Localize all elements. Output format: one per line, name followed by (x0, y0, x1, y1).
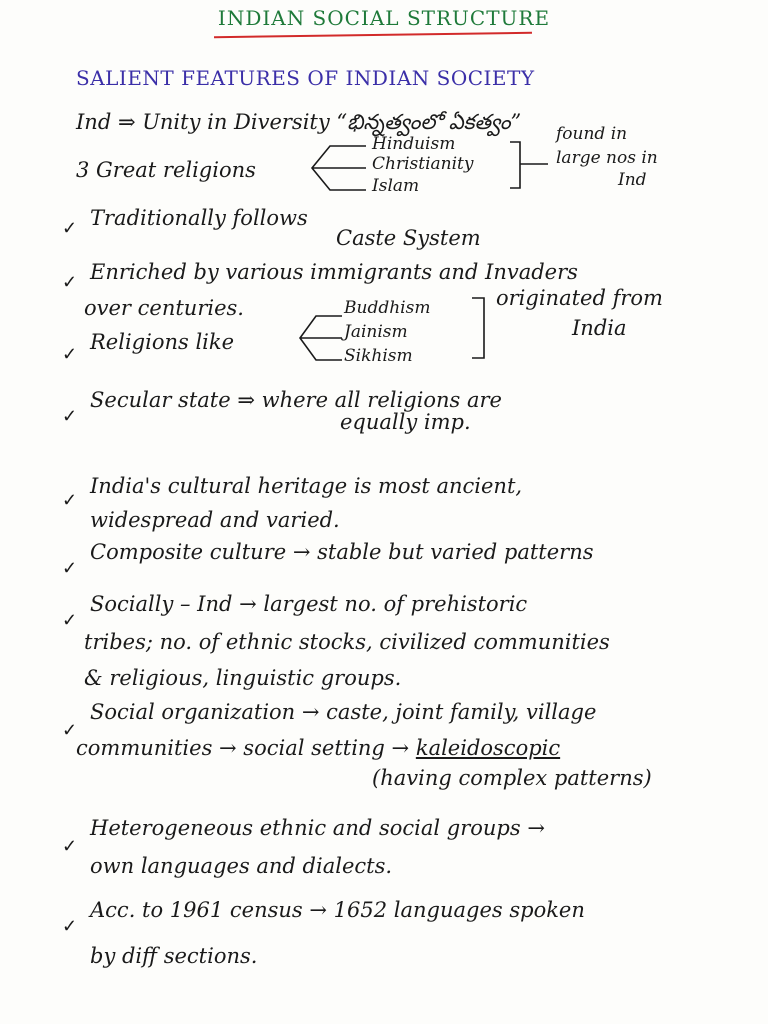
bullet-text: Social organization → caste, joint family, village (90, 700, 597, 724)
check-icon: ✓ (62, 610, 78, 631)
check-icon: ✓ (62, 490, 78, 511)
bullet-text: own languages and dialects. (90, 854, 393, 878)
bullet-text: (having complex patterns) (372, 766, 652, 790)
section-heading: SALIENT FEATURES OF INDIAN SOCIETY (76, 66, 535, 90)
religion-item: Sikhism (344, 346, 413, 366)
religion-item: Jainism (344, 322, 408, 342)
bullet-text: Religions like (90, 330, 235, 354)
bullet-text: & religious, linguistic groups. (84, 666, 402, 690)
found-in-text: found in (556, 124, 628, 144)
found-in-text: Ind (618, 170, 647, 190)
religion-item: Buddhism (344, 298, 431, 318)
check-icon: ✓ (62, 272, 78, 293)
bullet-text: Enriched by various immigrants and Invaders (90, 260, 578, 284)
bullet-text: Composite culture → stable but varied patterns (90, 540, 594, 564)
bullet-text: Caste System (336, 226, 481, 250)
religions-split-arrow (296, 310, 344, 366)
check-icon: ✓ (62, 916, 78, 937)
unity-line: Ind ⇒ Unity in Diversity “భిన్నత్వంలో ఏకత్వం” (76, 110, 522, 134)
bullet-text: widespread and varied. (90, 508, 340, 532)
bracket (508, 140, 554, 192)
bullet-text: Socially – Ind → largest no. of prehistoric (90, 592, 528, 616)
check-icon: ✓ (62, 344, 78, 365)
found-in-text: large nos in (556, 148, 658, 168)
bullet-text: Acc. to 1961 census → 1652 languages spoken (90, 898, 585, 922)
page-title: INDIAN SOCIAL STRUCTURE (217, 6, 551, 30)
bullet-text: Traditionally follows (90, 206, 308, 230)
bullet-text: by diff sections. (90, 944, 258, 968)
bullet-text: equally imp. (340, 410, 471, 434)
bullet-text: Secular state ⇒ where all religions are (90, 388, 502, 412)
bullet-text: tribes; no. of ethnic stocks, civilized communities (84, 630, 610, 654)
bullet-text: Heterogeneous ethnic and social groups → (90, 816, 545, 840)
bullet-text: over centuries. (84, 296, 244, 320)
check-icon: ✓ (62, 406, 78, 427)
title-underline (214, 32, 532, 38)
religions-split-arrow (308, 140, 368, 196)
bullet-text-part: communities → social setting → (76, 736, 410, 760)
bullet-text (76, 736, 560, 760)
check-icon: ✓ (62, 558, 78, 579)
underlined-term: kaleidoscopic (415, 736, 561, 760)
bullet-text: India's cultural heritage is most ancient, (90, 474, 523, 498)
religion-item: Islam (372, 176, 420, 196)
originated-text: India (572, 316, 627, 340)
religion-item: Christianity (372, 154, 474, 174)
check-icon: ✓ (62, 218, 78, 239)
great-religions-label: 3 Great religions (76, 158, 256, 182)
check-icon: ✓ (62, 720, 78, 741)
originated-text: originated from (496, 286, 663, 310)
religion-item: Hinduism (372, 134, 456, 154)
check-icon: ✓ (62, 836, 78, 857)
